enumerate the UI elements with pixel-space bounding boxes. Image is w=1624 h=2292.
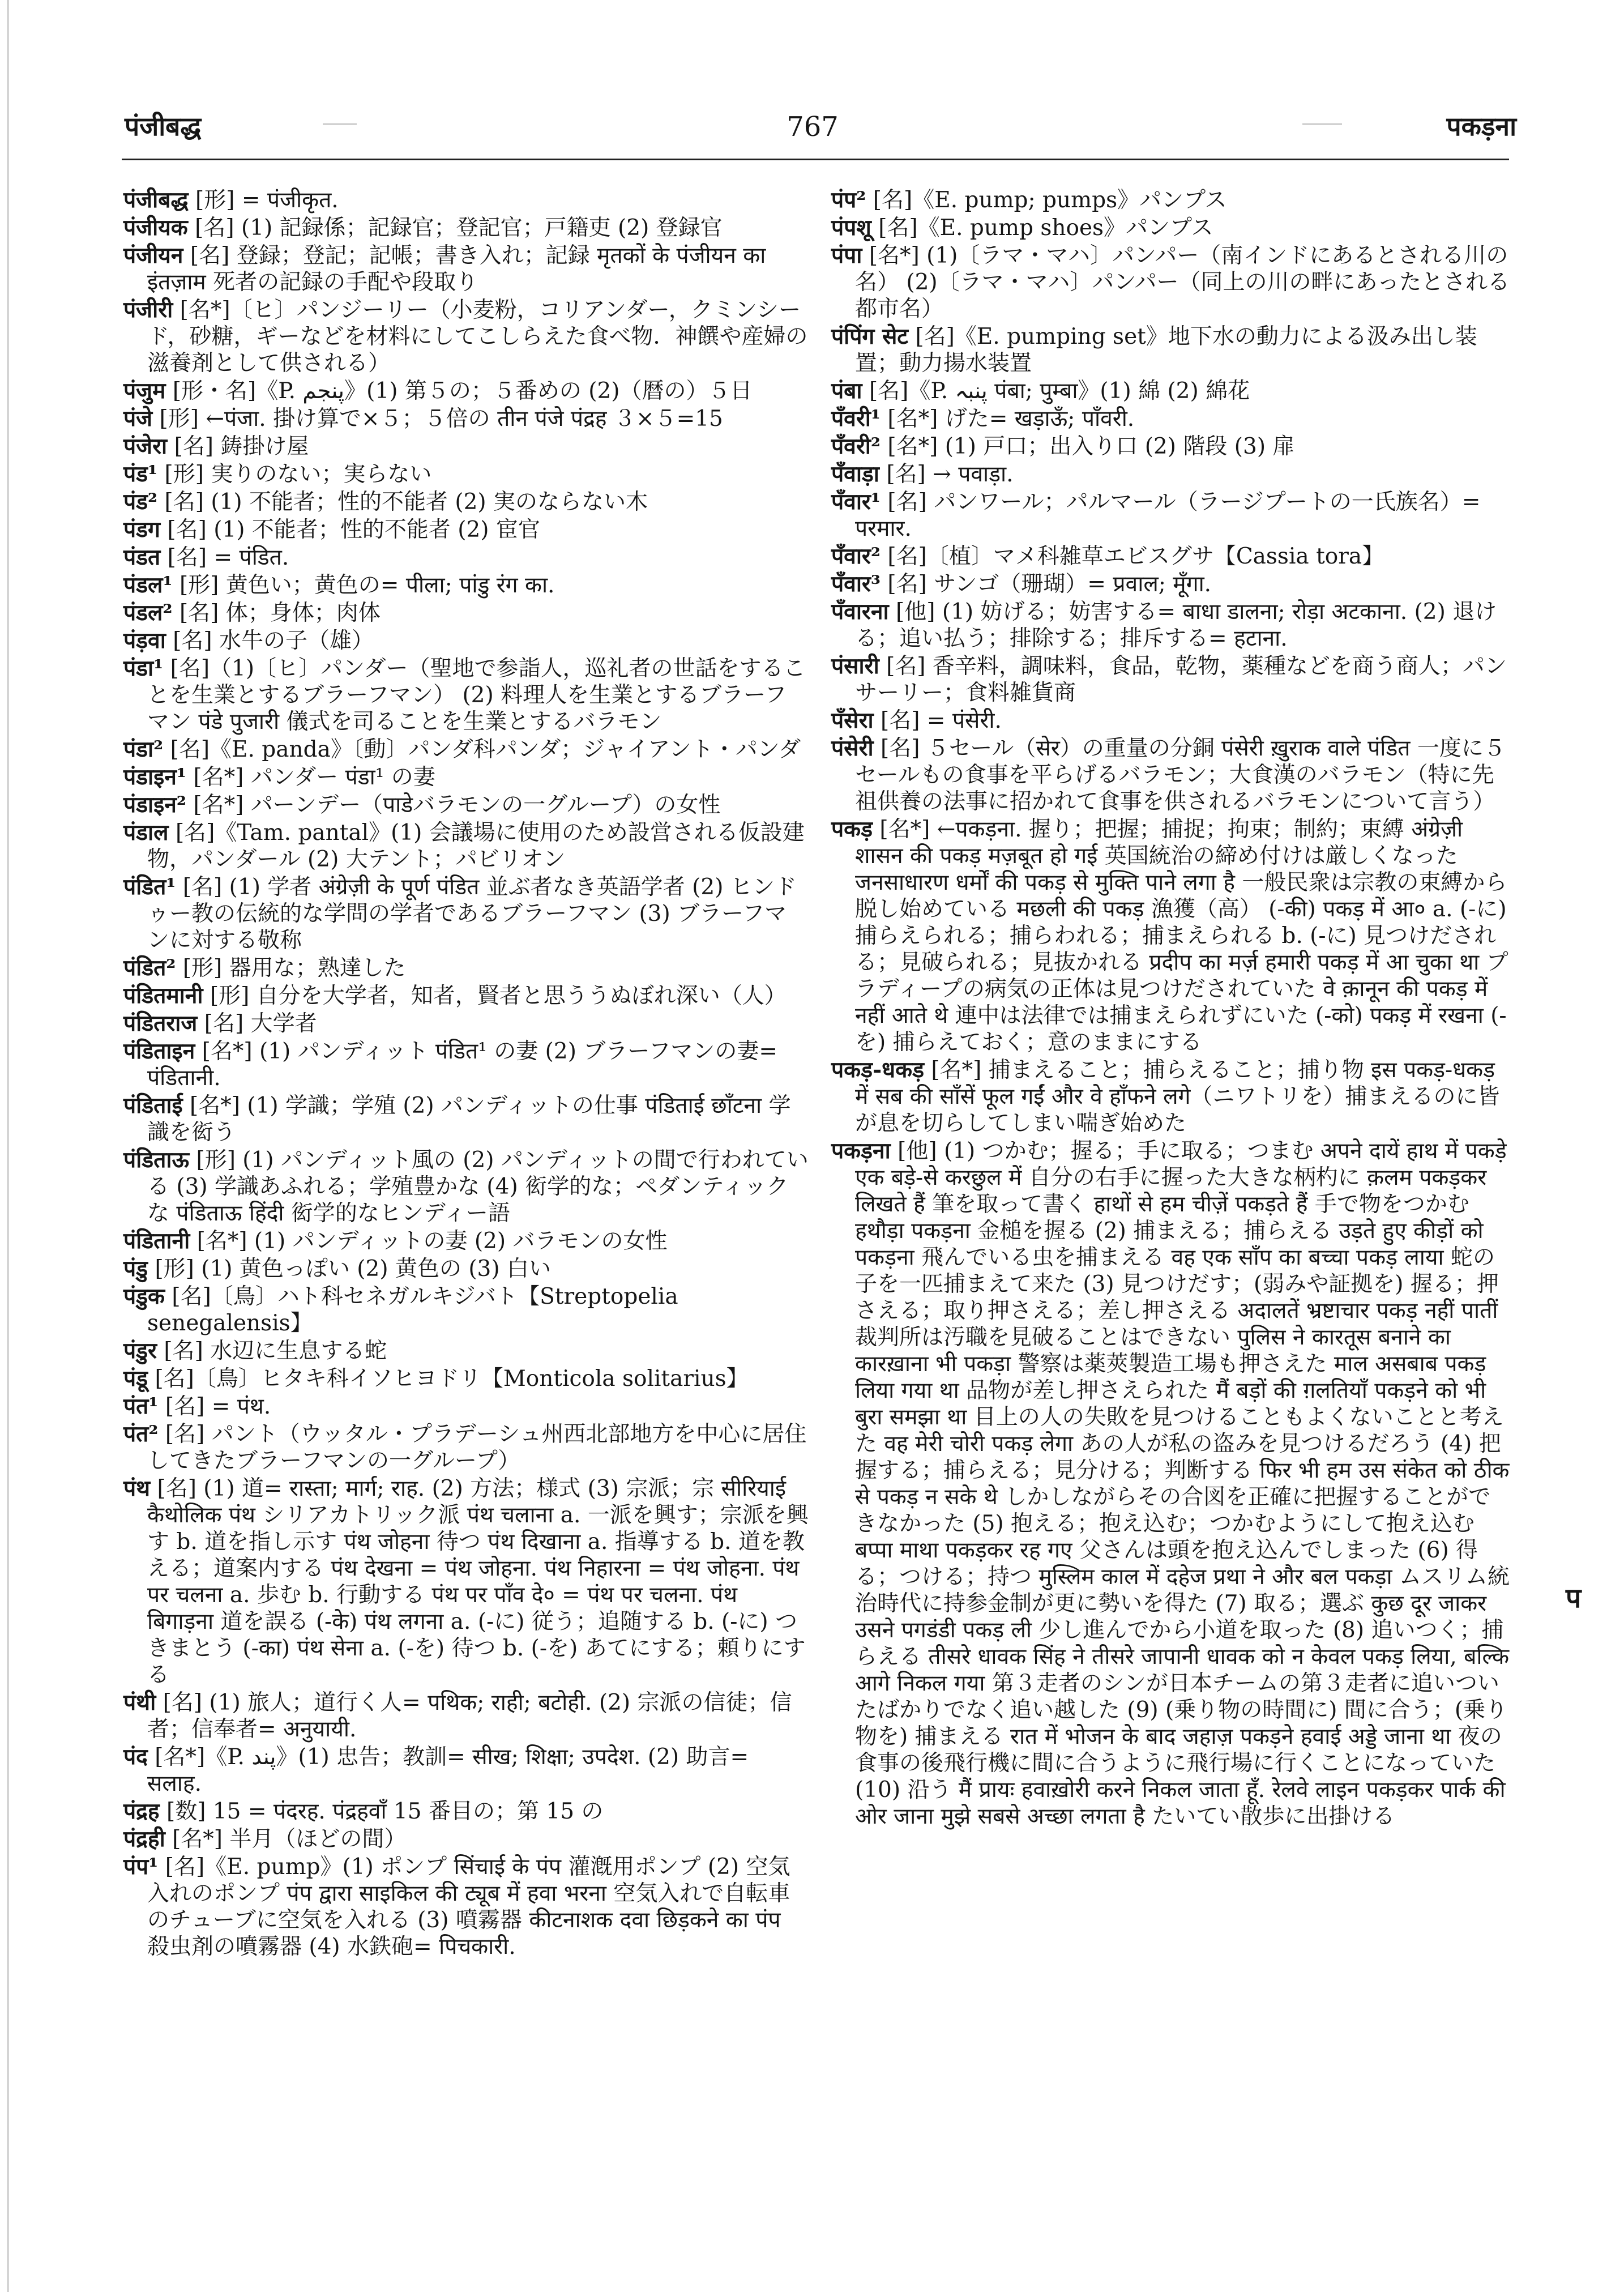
entry-definition: [名*] (1)〔ラマ・マハ〕パンパー（南インドにあるとされる川の名） (2)〔ラマ・マハ〕パンパー（同上の川の畔にあったとされる都市名） [855,243,1510,322]
entry-definition: [形] 器用な；熟達した [182,955,406,981]
dictionary-entry [123,297,809,377]
entry-definition: [形] 自分を大学者，知者，賢者と思ううぬぼれ深い（人） [210,983,787,1009]
entry-definition: [名]《E. pump shoes》パンプス [878,215,1213,241]
entry-definition: [名] (1) 記録係；記録官；登記官；戸籍吏 (2) 登録官 [195,215,723,241]
dictionary-entry [123,1475,809,1688]
entry-definition: [名] = पंसेरी. [880,708,1002,733]
entry-headword: पंड़वा [123,628,166,654]
dictionary-entry [123,1228,809,1254]
header-smudge [323,123,357,125]
dictionary-entry [123,461,809,488]
entry-definition: [名] 香辛料，調味料，食品，乾物，薬種などを商う商人；パンサーリー；食料雑貨商 [855,654,1507,706]
entry-headword: पंबा [831,378,862,404]
entry-headword: पंप¹ [123,1854,159,1880]
entry-headword: पंडिताई [123,1092,183,1119]
entry-headword: पकड़ना [831,1138,891,1164]
entry-definition: [名*]〔ヒ〕パンジーリー（小麦粉，コリアンダー，クミンシード，砂糖，ギーなどを材料にしてこしらえた食べ物．神饌や産婦の滋養剤として供される） [147,297,808,376]
entry-headword: पँवरी² [831,433,881,459]
dictionary-entry [831,323,1511,377]
entry-definition: [名] (1) 学者 अंग्रेज़ी के पूर्ण पंडित 並ぶ者なき英語学者 (2) ヒンドゥー教の伝統的な学問の学者であるブラーフマン (3) ブラーフマンに対する敬称 [147,874,797,953]
entry-definition: [名]《E. panda》〔動〕パンダ科パンダ；ジャイアント・パンダ [170,737,801,762]
dictionary-entry [123,1798,809,1825]
entry-headword: पंत¹ [123,1393,159,1419]
left-column [123,187,809,1961]
dictionary-entry [123,1393,809,1420]
header-smudge [1302,123,1342,125]
entry-definition: [名] (1) 不能者；性的不能者 (2) 実のならない木 [164,489,648,515]
dictionary-entry [123,378,809,404]
entry-headword: पंजीरी [123,297,173,323]
entry-headword: पंसारी [831,653,879,679]
entry-headword: पंडा² [123,736,164,762]
entry-headword: पंडा¹ [123,655,164,681]
entry-headword: पंडत [123,544,161,570]
dictionary-entry [831,571,1511,597]
dictionary-entry [123,1854,809,1960]
dictionary-entry [123,242,809,296]
entry-headword: पंडल² [123,600,173,626]
dictionary-entry [123,1744,809,1797]
dictionary-entry [831,215,1511,241]
entry-headword: पंसेरी [831,735,874,761]
entry-definition: [名*] 半月（ほどの間） [172,1826,407,1852]
dictionary-entry [123,489,809,515]
dictionary-entry [123,572,809,599]
entry-definition: [名*] (1) 学識；学殖 (2) パンディットの仕事 पंडिताई छाँटना 学識を衒う [147,1093,791,1145]
entry-definition: [名]（1)〔ヒ〕パンダー（聖地で参詣人，巡礼者の世話をすることを生業とするブラーフマン） (2) 料理人を生業とするブラーフマン पंडे पुजारी 儀式を司ることを生業とするバラモン [147,656,806,735]
dictionary-entry [831,707,1511,734]
dictionary-entry [831,406,1511,432]
entry-headword: पंद [123,1744,148,1770]
dictionary-entry [123,1365,809,1392]
entry-headword: पंडिताऊ [123,1147,190,1173]
dictionary-entry [123,406,809,432]
entry-definition: [形・名]《P. پنجم》(1) 第５の；５番めの (2)（暦の）５日 [172,378,753,404]
entry-headword: पंजुम [123,378,166,404]
right-column [831,187,1511,1831]
entry-headword: पंजीयन [123,242,183,268]
entry-definition: [名*] げた= खड़ाऊँ; पाँवरी. [887,406,1135,432]
entry-definition: [形] (1) 黄色っぽい (2) 黄色の (3) 白い [155,1256,551,1282]
entry-definition: [名*] ←पकड़ना. 握り；把握；捕捉；拘束；制約；束縛 अंग्रेज़ी शासन की पकड़ मज़बूत हो गई 英国統治の締め付けは厳しくなった जनसाधारण धर्मों की पकड़ से मुक्ति पाने लगा है 一般民衆は宗教の束縛から脱し始めている मछली की पकड़ 漁獲（高） (-की) पकड़ में आ० a. (-に) 捕らえられる；捕らわれる；捕まえられる b. (-に) 見つけだされる；見破られる；見抜かれる प्रदीप का मर्ज़ हमारी पकड़ में आ चुका था プラディープの病気の正体は見つけだされていた वे क़ानून की पकड़ में नहीं आते थे 連中は法律では捕まえられずにいた (-को) पकड़ में रखना (-を) 捕らえておく；意のままにする [855,817,1508,1055]
entry-headword: पंडितानी [123,1228,190,1254]
entry-definition: [名]〔植〕マメ科雑草エビスグサ【Cassia tora】 [887,544,1384,569]
header-rule [122,159,1509,160]
dictionary-entry [123,517,809,543]
dictionary-entry [123,628,809,654]
dictionary-entry [123,1689,809,1743]
entry-headword: पंडितमानी [123,983,203,1009]
entry-headword: पंडाइन² [123,792,186,818]
entry-definition: [名] → पवाड़ा. [886,462,1014,487]
dictionary-entry [123,1010,809,1037]
entry-definition: [他] (1) つかむ；握る；手に取る；つまむ अपने दायें हाथ में पकड़े एक बड़े-से करछुल में 自分の右手に握った大きな柄杓に क़लम पकड़कर लिखते हैं 筆を取って書く हाथों से हम चीज़ें पकड़ते हैं 手で物をつかむ हथौड़ा पकड़ना 金槌を握る (2) 捕まえる；捕らえる उड़ते हुए कीड़ों को पकड़ना 飛んでいる虫を捕まえる वह एक साँप का बच्चा पकड़ लाया 蛇の子を一匹捕まえて来た (3) 見つけだす；(弱みや証拠を) 握る；押さえる；取り押さえる；差し押さえる अदालतें भ्रष्टाचार पकड़ नहीं पातीं 裁判所は汚職を見破ることはできない पुलिस ने कारतूस बनाने का कारख़ाना भी पकड़ा 警察は薬莢製造工場も押さえた माल असबाब पकड़ लिया गया था 品物が差し押さえられた मैं बड़ों की ग़लतियाँ पकड़ने को भी बुरा समझा था 目上の人の失敗を見つけることもよくないことと考えた वह मेरी चोरी पकड़ लेगा あの人が私の盗みを見つけるだろう (4) 把握する；捕らえる；見分ける；判断する फिर भी हम उस संकेत को ठीक से पकड़ न सके थे しかしながらその合図を正確に把握することができなかった (5) 抱える；抱え込む；つかむようにして抱え込む बप्पा माथा पकड़कर रह गए 父さんは頭を抱え込んでしまった (6) 得る；つける；持つ मुस्लिम काल में दहेज प्रथा ने और बल पकड़ा ムスリム統治時代に持参金制が更に勢いを得た (7) 取る；選ぶ कुछ दूर जाकर उसने पगडंडी पकड़ ली 少し進んでから小道を取った (8) 追いつく；捕らえる तीसरे धावक सिंह ने तीसरे जापानी धावक को न केवल पकड़ लिया, बल्कि आगे निकल गया 第３走者のシンが日本チームの第３走者に追いついたばかりでなく追い越した (9) (乗り物の時間に) 間に合う；(乗り物を) 捕まえる रात में भोजन के बाद जहाज़ पकड़ने हवाई अड्डे जाना था 夜の食事の後飛行機に間に合うように飛行場に行くことになっていた (10) 沿う मैं प्रायः हवाख़ोरी करने निकल जाता हूँ. रेलवे लाइन पकड़कर पार्क की ओर जाना मुझे सबसे अच्छा लगता है たいてい散歩に出掛ける [855,1138,1510,1829]
entry-definition: [名*] パンダー पंडा¹ の妻 [193,765,435,790]
entry-definition: [名*] (1) パンディット पंडित¹ の妻 (2) ブラーフマンの妻= पंडितानी. [147,1039,778,1091]
entry-definition: [名] パント（ウッタル・プラデーシュ州西北部地方を中心に居住してきたブラーフマンの一グループ） [147,1422,807,1474]
dictionary-entry [123,544,809,571]
dictionary-entry [123,1038,809,1091]
entry-headword: पंडु [123,1256,148,1282]
dictionary-entry [831,433,1511,460]
entry-definition: [名*] パーンデー（पाडेバラモンの一グループ）の女性 [193,792,721,818]
entry-headword: पंडुक [123,1283,165,1309]
entry-definition: [名] ５セール（सेर）の重量の分銅 पंसेरी ख़ुराक वाले पंडित 一度に５セールもの食事を平らげるバラモン；大食漢のバラモン（特に先祖供養の法事に招かれて食事を供されるバラモンについて言う） [855,736,1506,814]
entry-headword: पंपिंग सेट [831,323,908,349]
dictionary-entry [123,820,809,873]
entry-headword: पंद्रही [123,1826,165,1852]
entry-definition: [形] 黄色い；黄色の= पीला; पांडु रंग का. [179,573,555,598]
entry-headword: पंपशू [831,215,871,241]
dictionary-entry [123,433,809,460]
entry-headword: पंजे [123,406,153,432]
entry-headword: पंत² [123,1421,159,1447]
entry-definition: [名*] (1) パンディットの妻 (2) バラモンの女性 [196,1228,668,1254]
dictionary-entry [123,874,809,954]
dictionary-entry [831,599,1511,652]
entry-headword: पंडाइन¹ [123,764,186,790]
entry-definition: [形] (1) パンディット風の (2) パンディットの間で行われている (3) 学識あふれる；学殖豊かな (4) 衒学的な；ペダンティックな पंडिताऊ हिंदी 衒学的なヒンディー語 [147,1147,809,1226]
entry-definition: [名] パンワール；パルマール（ラージプートの一氏族名）= परमार. [855,489,1481,541]
running-head-left: पंजीबद्ध [125,111,202,142]
entry-definition: [名]《P. پنبہ पंबा; पुम्बा》(1) 綿 (2) 綿花 [869,378,1250,404]
dictionary-entry [831,735,1511,815]
dictionary-entry [123,187,809,214]
entry-definition: [名]〔鳥〕ヒタキ科イソヒヨドリ【Monticola solitarius】 [155,1366,749,1392]
dictionary-entry [831,489,1511,542]
entry-definition: [形] = पंजीकृत. [195,187,339,213]
dictionary-entry [831,1138,1511,1830]
dictionary-entry [123,1092,809,1146]
entry-definition: [名] = पंथ. [165,1394,271,1419]
entry-headword: पंथी [123,1689,156,1715]
dictionary-entry [123,1826,809,1853]
entry-headword: पंड² [123,489,158,515]
entry-definition: [他] (1) 妨げる；妨害する= बाधा डालना; रोड़ा अटकाना. (2) 退ける；追い払う；排除する；排斥する= हटाना. [855,599,1497,651]
entry-definition: [数] 15 = पंदरह. पंद्रहवाँ 15 番目の；第 15 の [166,1799,604,1824]
page-number: 767 [787,111,839,143]
dictionary-entry [831,543,1511,570]
entry-headword: पंप² [831,187,866,213]
entry-headword: पंडग [123,517,160,543]
dictionary-entry [123,1338,809,1364]
dictionary-entry [123,955,809,981]
entry-headword: पँवार¹ [831,489,881,515]
entry-headword: पंडित² [123,955,176,981]
dictionary-entry [123,600,809,626]
entry-definition: [名] サンゴ（珊瑚）= प्रवाल; मूँगा. [887,571,1212,597]
dictionary-entry [831,653,1511,706]
entry-definition: [名]《E. pump》(1) ポンプ सिंचाई के पंप 灌漑用ポンプ (2) 空気入れのポンプ पंप द्वारा साइकिल की ट्यूब में हवा भरना 空気入れで自転車のチューブに空気を入れる (3) 噴霧器 कीटनाशक दवा छिड़कने का पंप 殺虫剤の噴霧器 (4) 水鉄砲= पिचकारी. [147,1854,790,1960]
dictionary-entry [123,792,809,818]
dictionary-entry [831,816,1511,1056]
entry-headword: पंडुर [123,1338,157,1364]
entry-definition: [名] = पंडित. [167,545,289,570]
entry-definition: [名*]《P. پند》(1) 忠告；教訓= सीख; शिक्षा; उपदेश. (2) 助言= सलाह. [147,1744,749,1796]
entry-headword: पँसेरा [831,707,874,733]
entry-headword: पंजीबद्ध [123,187,189,213]
entry-headword: पंडितराज [123,1010,198,1036]
entry-definition: [名] 登録；登記；記帳；書き入れ；記録 मृतकों के पंजीयन का इंतज़ाम 死者の記録の手配や段取り [147,243,766,295]
dictionary-entry [831,187,1511,214]
dictionary-entry [123,215,809,241]
thumb-index-letter: प [1566,1582,1582,1614]
entry-definition: [名] 水牛の子（雄） [173,628,374,654]
dictionary-entry [831,461,1511,488]
entry-headword: पंडू [123,1365,148,1392]
dictionary-entry [123,655,809,735]
entry-definition: [名] 鋳掛け屋 [174,434,309,459]
dictionary-entry [831,242,1511,322]
entry-headword: पंद्रह [123,1798,160,1824]
entry-headword: पकड़ [831,816,873,842]
entry-definition: [名] 水辺に生息する蛇 [164,1338,387,1364]
entry-headword: पँवारना [831,599,889,625]
entry-headword: पँवार³ [831,571,881,597]
dictionary-entry [123,1256,809,1282]
dictionary-entry [831,1057,1511,1137]
entry-headword: पकड़-धकड़ [831,1057,924,1083]
entry-headword: पँवाड़ा [831,461,879,487]
entry-definition: [名]《E. pumping set》地下水の動力による汲み出し装置；動力揚水装置 [855,324,1477,376]
dictionary-entry [123,1421,809,1474]
entry-headword: पंडाल [123,820,169,846]
entry-definition: [名*] 捕まえること；捕らえること；捕り物 इस पकड़-धकड़ में सब की साँसें फूल गईं और वे हाँफने लगे（ニワトリを）捕まえるのに皆が息を切らしてしまい喘ぎ始めた [855,1057,1500,1136]
dictionary-entry [831,378,1511,404]
entry-definition: [名] (1) 旅人；道行く人= पथिक; राही; बटोही. (2) 宗派の信徒；信者；信奉者= अनुयायी. [147,1690,792,1742]
entry-headword: पंडल¹ [123,572,173,598]
entry-definition: [名]《E. pump; pumps》パンプス [873,187,1227,213]
entry-definition: [名] (1) 不能者；性的不能者 (2) 宦官 [167,517,540,543]
entry-headword: पंजेरा [123,433,168,459]
entry-definition: [名] (1) 道= रास्ता; मार्ग; राह. (2) 方法；様式 (3) 宗派；宗 सीरियाई कैथोलिक पंथ シリアカトリック派 पंथ चलाना a. 一派を興す；宗派を興す b. 道を指し示す पंथ जोहना 待つ पंथ दिखाना a. 指導する b. 道を教える；道案内する पंथ देखना = पंथ जोहना. पंथ निहारना = पंथ जोहना. पंथ पर चलना a. 歩む b. 行動する पंथ पर पाँव दे० = पंथ पर चलना. पंथ बिगाड़ना 道を誤る (-के) पंथ लगना a. (-に) 従う；追随する b. (-に) つきまとう (-का) पंथ सेना a. (-を) 待つ b. (-を) あてにする；頼りにする [147,1476,809,1688]
entry-headword: पंडित¹ [123,874,176,900]
dictionary-entry [123,764,809,791]
page-binding-edge [0,0,12,2292]
entry-definition: [形] 実りのない；実らない [164,462,432,487]
entry-definition: [名] 大学者 [204,1011,317,1036]
entry-definition: [名]〔鳥〕ハト科セネガルキジバト【Streptopelia senegalensis】 [147,1284,678,1336]
entry-headword: पंजीयक [123,215,188,241]
dictionary-entry [123,1147,809,1227]
entry-headword: पँवार² [831,543,881,569]
entry-definition: [名*] (1) 戸口；出入り口 (2) 階段 (3) 扉 [887,434,1295,459]
dictionary-entry [123,736,809,763]
entry-definition: [名]《Tam. pantal》(1) 会議場に使用のため設営される仮設建物，パンダール (2) 大テント；パビリオン [147,820,805,872]
entry-definition: [形] ←पंजा. 掛け算で×５；５倍の तीन पंजे पंद्रह ３×５=15 [159,406,723,432]
entry-headword: पँवरी¹ [831,406,881,432]
entry-headword: पंडिताइन [123,1038,195,1064]
running-head-right: पकड़ना [1446,111,1516,142]
entry-headword: पंथ [123,1475,151,1501]
entry-definition: [名] 体；身体；肉体 [179,600,381,626]
entry-headword: पंड¹ [123,461,158,487]
dictionary-entry [123,983,809,1009]
entry-headword: पंपा [831,242,862,268]
dictionary-entry [123,1283,809,1337]
